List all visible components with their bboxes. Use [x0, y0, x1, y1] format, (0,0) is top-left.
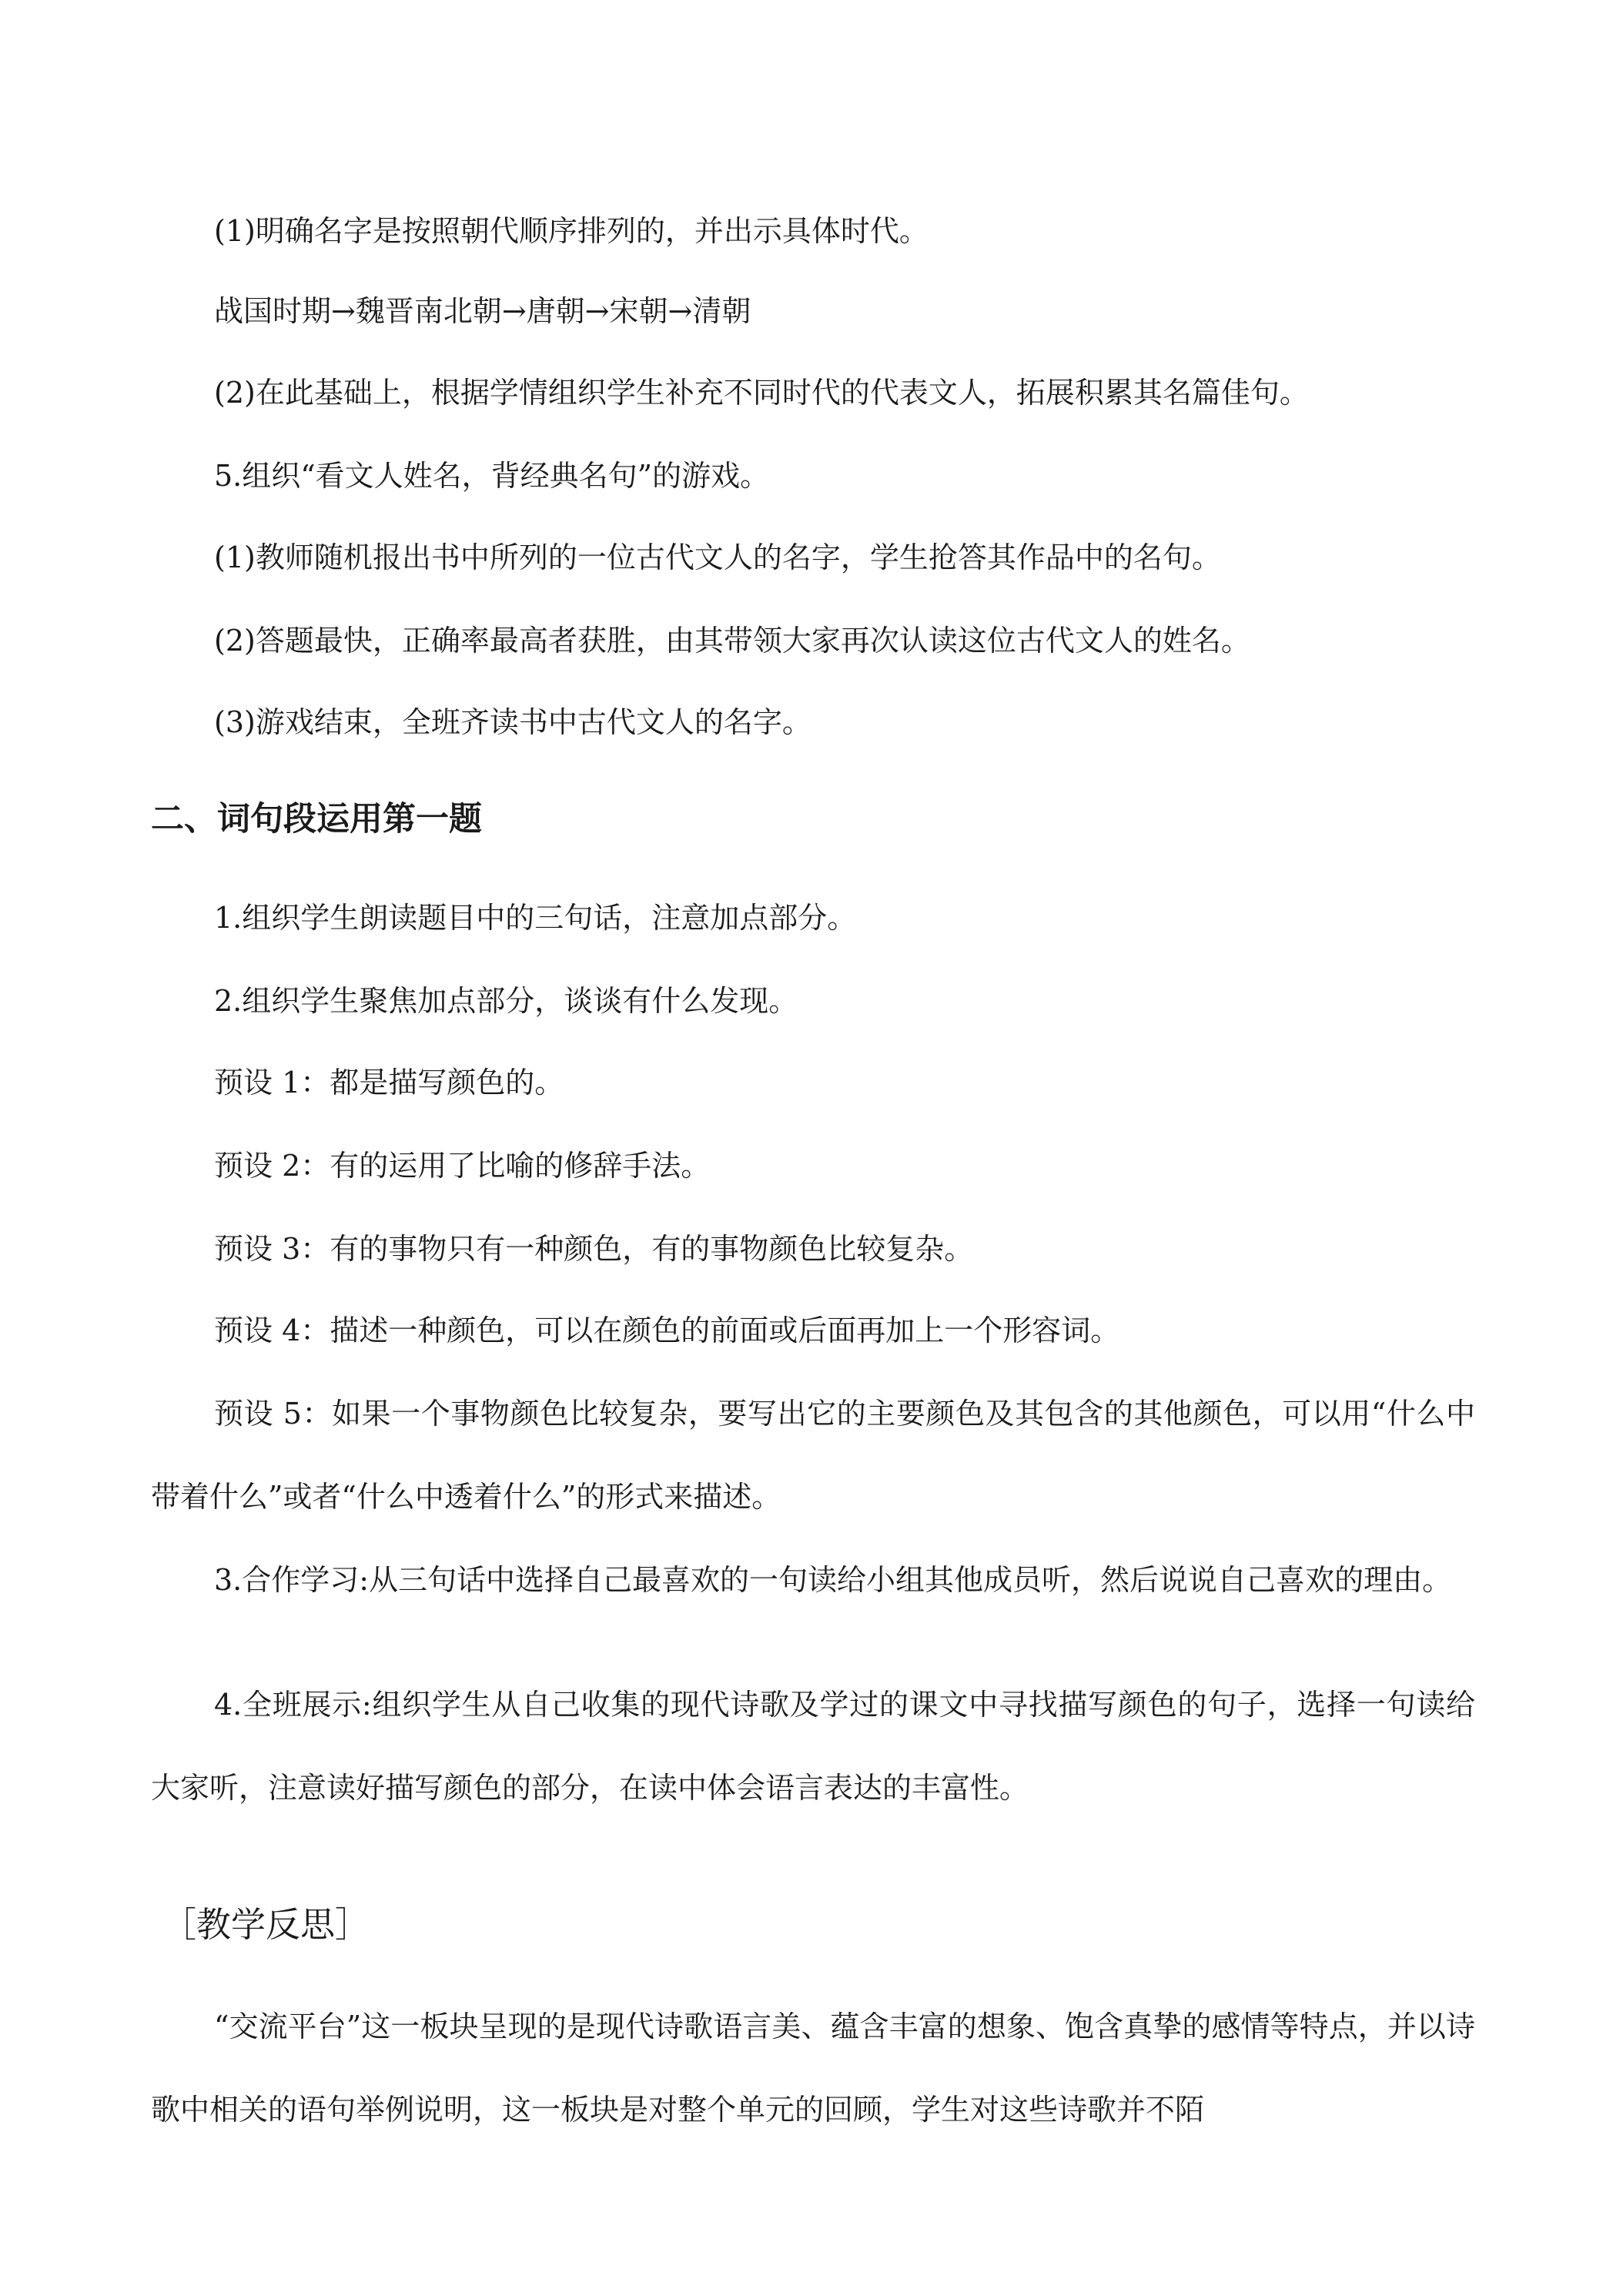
paragraph-line: (1)明确名字是按照朝代顺序排列的，并出示具体时代。 [214, 214, 929, 248]
paragraph-line: 1.组织学生朗读题目中的三句话，注意加点部分。 [214, 901, 857, 935]
reflection-paragraph: “交流平台”这一板块呈现的是现代诗歌语言美、蕴含丰富的想象、饱含真挚的感情等特点，并以诗歌中相关的语句举例说明，这一板块是对整个单元的回顾，学生对这些诗歌并不陌 [151, 2010, 1475, 2127]
reflection-heading: ［教学反思］ [162, 1904, 370, 1945]
paragraph-line: 预设 1：都是描写颜色的。 [214, 1066, 564, 1099]
paragraph-line: 2.组织学生聚焦加点部分，谈谈有什么发现。 [214, 984, 798, 1018]
paragraph-line: 战国时期→魏晋南北朝→唐朝→宋朝→清朝 [214, 294, 751, 328]
paragraph-line: (2)答题最快，正确率最高者获胜，由其带领大家再次认读这位古代文人的姓名。 [214, 624, 1250, 658]
paragraph-item-4: 4.全班展示:组织学生从自己收集的现代诗歌及学过的课文中寻找描写颜色的句子，选择一句读给大家听，注意读好描写颜色的部分，在读中体会语言表达的丰富性。 [151, 1688, 1475, 1805]
paragraph-preset-5: 预设 5：如果一个事物颜色比较复杂，要写出它的主要颜色及其包含的其他颜色，可以用“什么中带着什么”或者“什么中透着什么”的形式来描述。 [151, 1397, 1475, 1514]
paragraph-line: 预设 3：有的事物只有一种颜色，有的事物颜色比较复杂。 [214, 1232, 974, 1266]
section-heading: 二、词句段运用第一题 [151, 800, 482, 838]
paragraph-line: (2)在此基础上，根据学情组织学生补充不同时代的代表文人，拓展积累其名篇佳句。 [214, 376, 1309, 410]
paragraph-line: (1)教师随机报出书中所列的一位古代文人的名字，学生抢答其作品中的名句。 [214, 541, 1221, 574]
paragraph-line: 5.组织“看文人姓名，背经典名句”的游戏。 [214, 459, 770, 493]
paragraph-line: 预设 2：有的运用了比喻的修辞手法。 [214, 1149, 711, 1183]
paragraph-line: (3)游戏结束，全班齐读书中古代文人的名字。 [214, 705, 812, 739]
paragraph-line: 预设 4：描述一种颜色，可以在颜色的前面或后面再加上一个形容词。 [214, 1314, 1120, 1347]
paragraph-item-3: 3.合作学习:从三句话中选择自己最喜欢的一句读给小组其他成员听，然后说说自己喜欢的理由。 [214, 1563, 1452, 1597]
